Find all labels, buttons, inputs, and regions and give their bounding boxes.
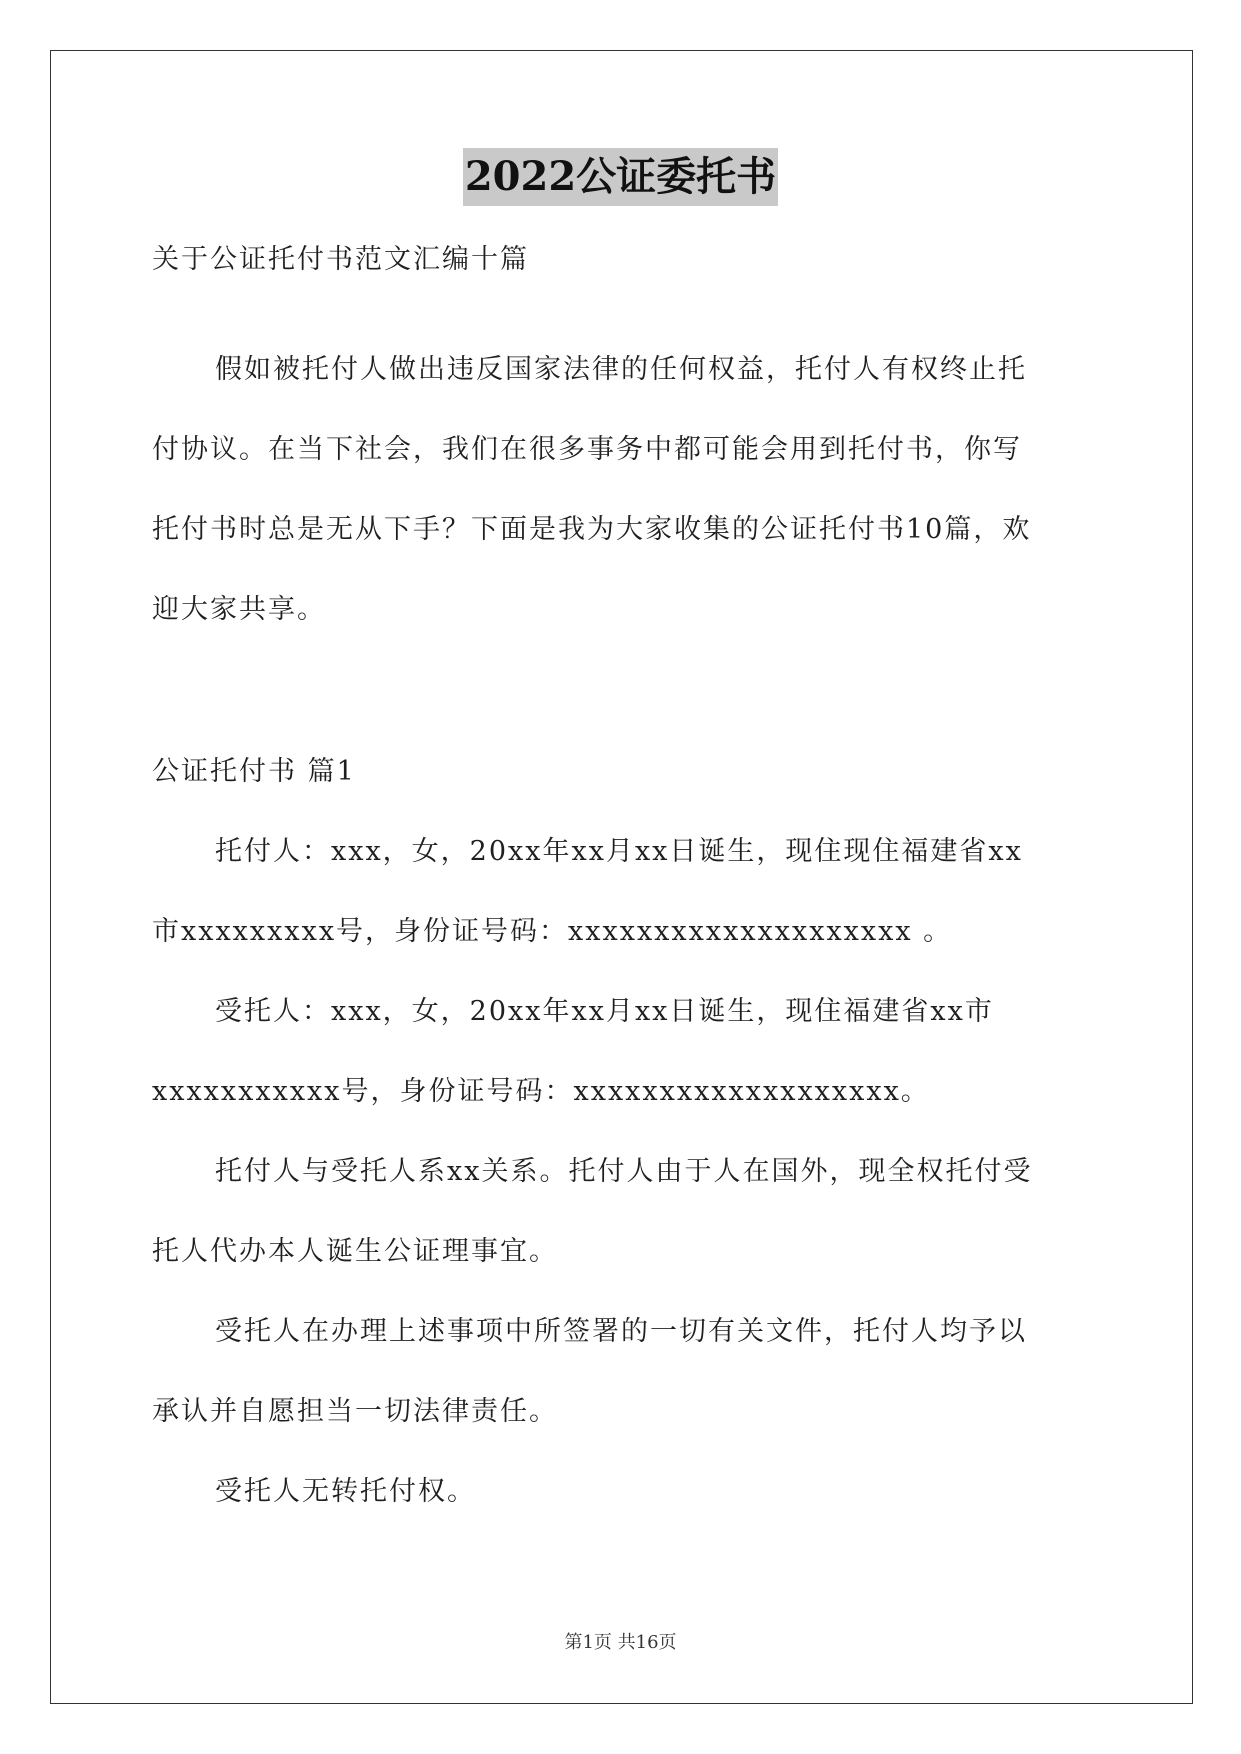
body-line-3: 受托人：xxx，女，20xx年xx月xx日诞生，现住福建省xx市	[215, 996, 994, 1027]
body-line-5: 托付人与受托人系xx关系。托付人由于人在国外，现全权托付受	[215, 1156, 1033, 1187]
body-line-2: 市xxxxxxxxx号，身份证号码：xxxxxxxxxxxxxxxxxxxx 。	[152, 916, 953, 947]
body-line-4: xxxxxxxxxxx号，身份证号码：xxxxxxxxxxxxxxxxxxx。	[152, 1076, 930, 1107]
intro-line-1: 假如被托付人做出违反国家法律的任何权益，托付人有权终止托	[215, 354, 1027, 385]
document-subtitle: 关于公证托付书范文汇编十篇	[152, 244, 529, 275]
page-border	[50, 50, 1193, 1704]
title-container	[0, 148, 1241, 206]
body-line-8: 承认并自愿担当一切法律责任。	[152, 1396, 558, 1427]
body-line-1: 托付人：xxx，女，20xx年xx月xx日诞生，现住现住福建省xx	[215, 836, 1023, 867]
intro-line-3: 托付书时总是无从下手？下面是我为大家收集的公证托付书10篇，欢	[152, 514, 1032, 545]
document-title: 2022公证委托书	[463, 148, 778, 206]
section-heading: 公证托付书 篇1	[152, 756, 356, 787]
intro-line-2: 付协议。在当下社会，我们在很多事务中都可能会用到托付书，你写	[152, 434, 1022, 465]
body-line-6: 托人代办本人诞生公证理事宜。	[152, 1236, 558, 1267]
body-line-9: 受托人无转托付权。	[215, 1476, 476, 1507]
body-line-7: 受托人在办理上述事项中所签署的一切有关文件，托付人均予以	[215, 1316, 1027, 1347]
intro-line-4: 迎大家共享。	[152, 594, 326, 625]
page-number-footer: 第1页 共16页	[564, 1632, 677, 1653]
